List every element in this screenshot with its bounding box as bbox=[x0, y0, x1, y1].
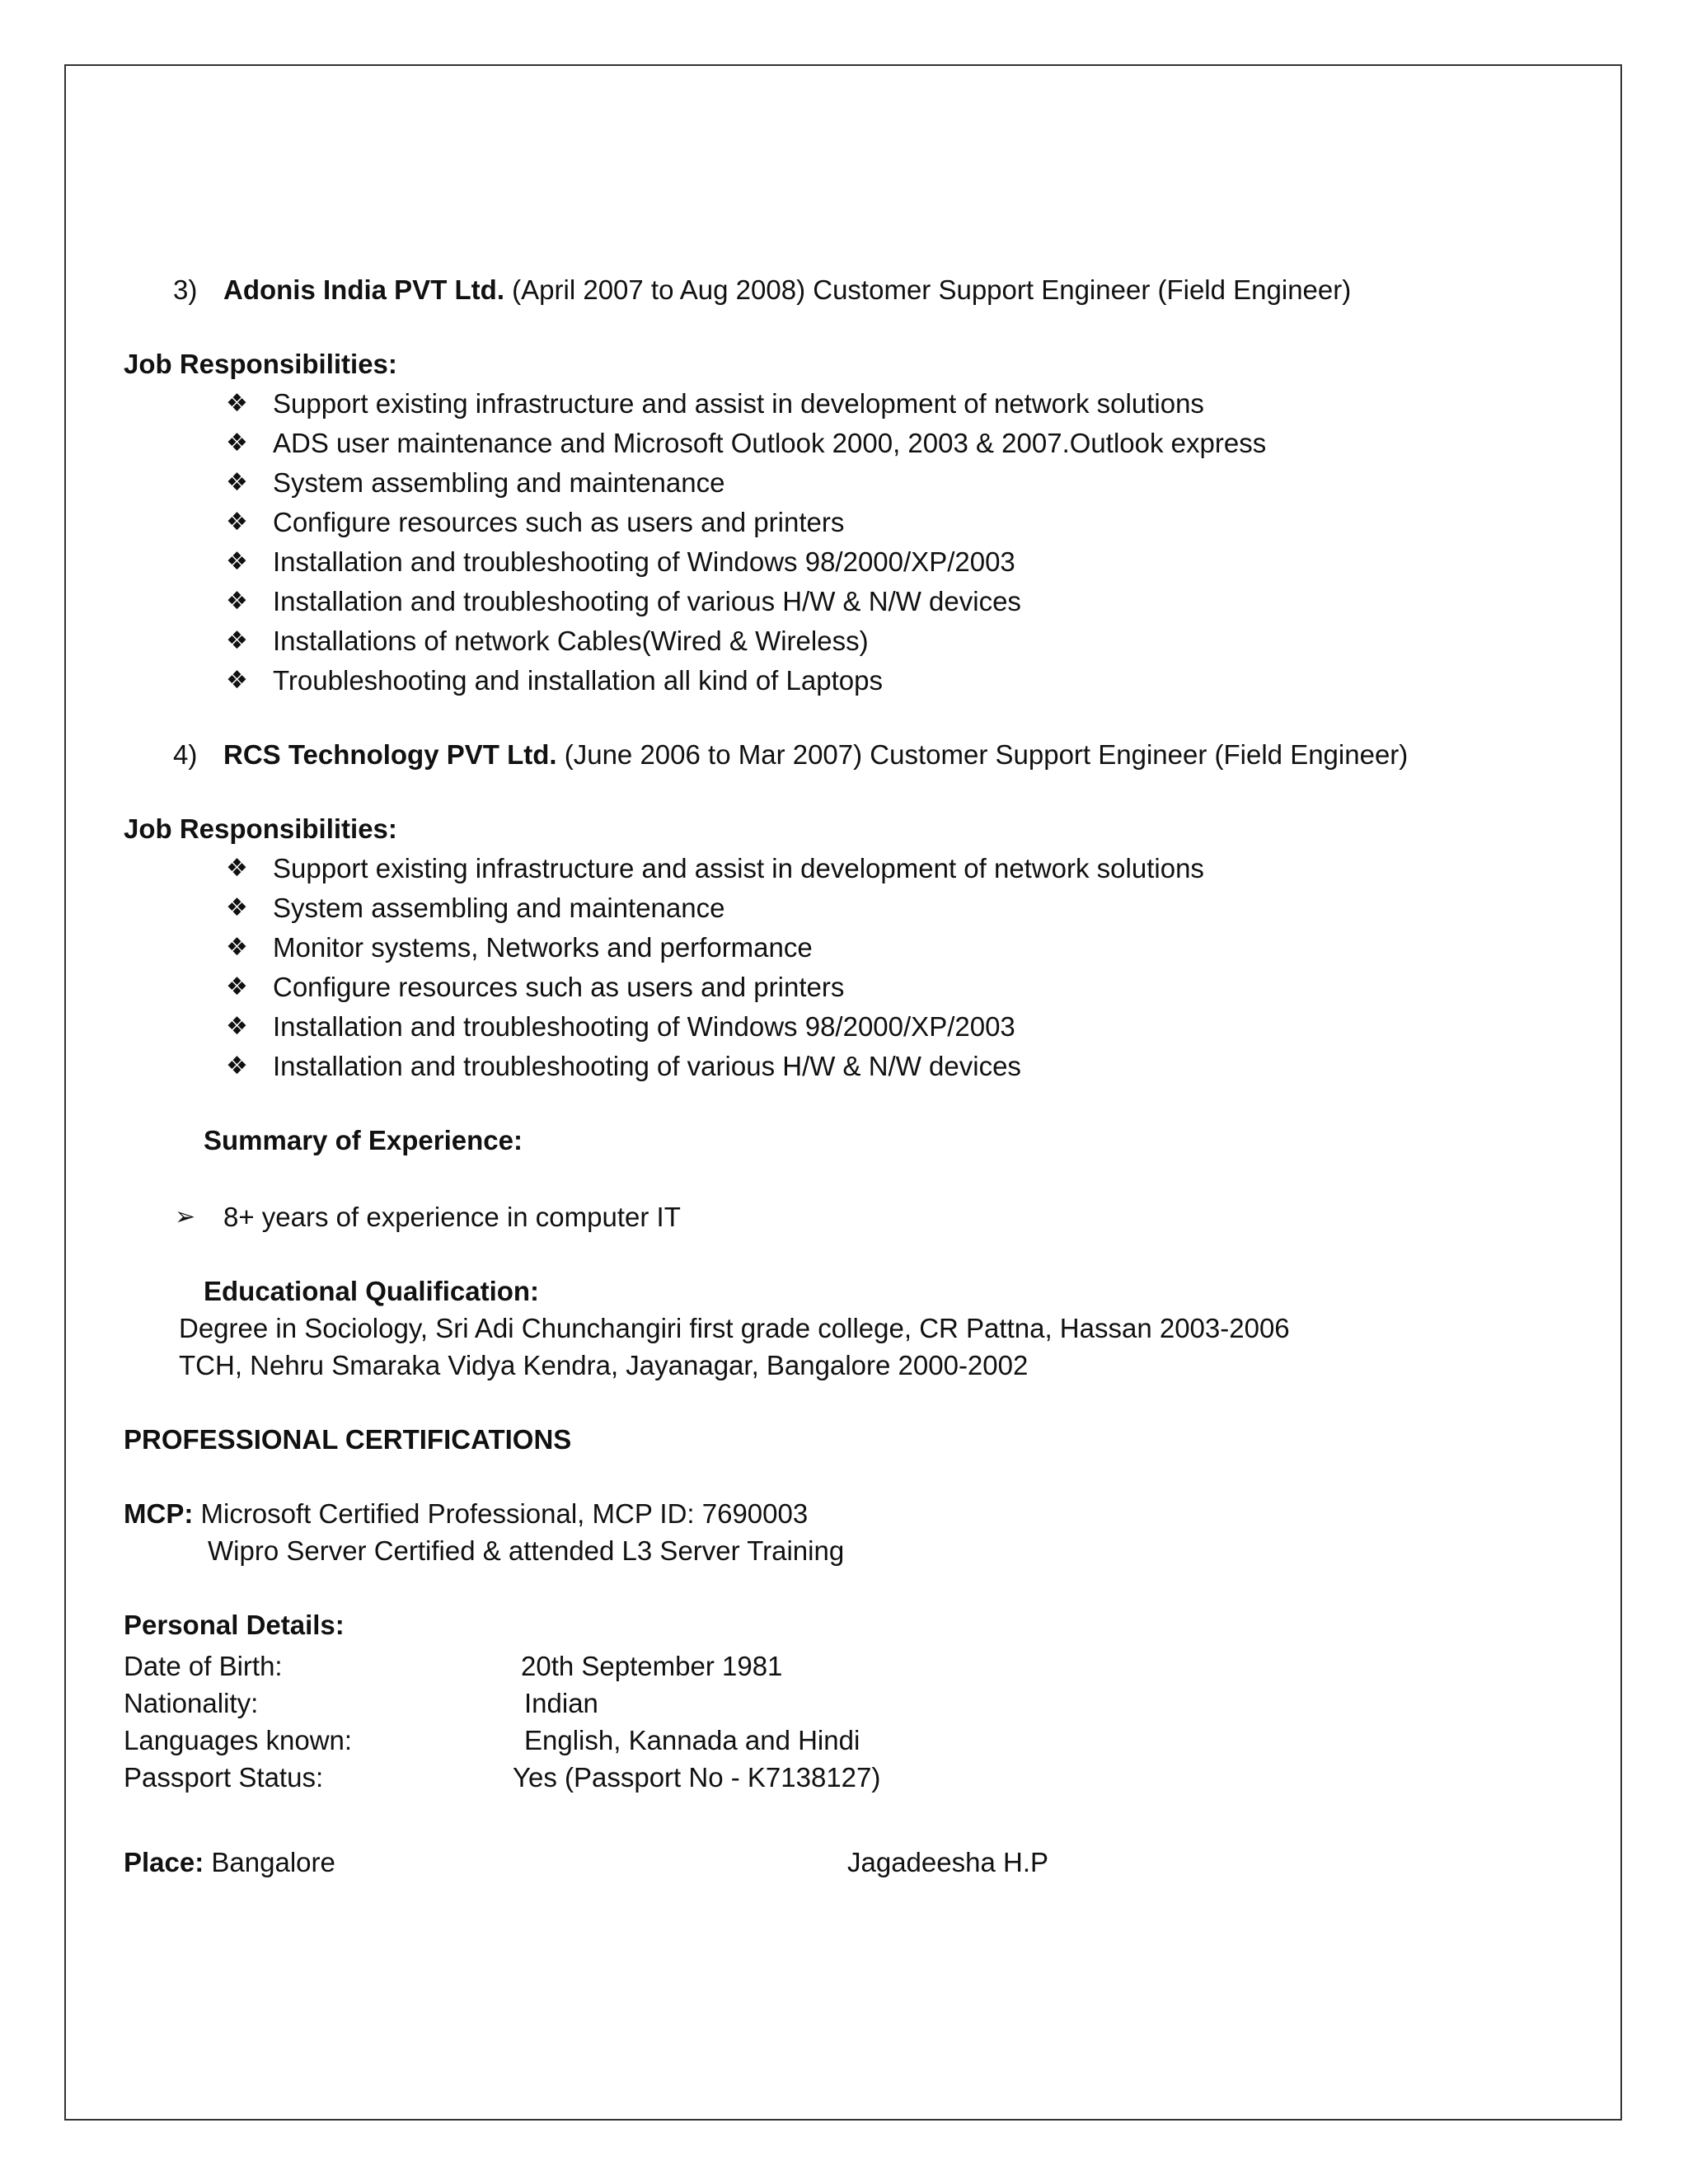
personal-label-nationality: Nationality: bbox=[124, 1688, 259, 1718]
summary-heading: Summary of Experience: bbox=[204, 1125, 523, 1155]
diamond-bullet-icon: ❖ bbox=[226, 854, 248, 883]
diamond-bullet-icon: ❖ bbox=[226, 389, 248, 418]
wipro-certification: Wipro Server Certified & attended L3 Server Training bbox=[208, 1535, 845, 1566]
place-label: Place: bbox=[124, 1847, 204, 1877]
diamond-bullet-icon: ❖ bbox=[226, 1012, 248, 1041]
personal-value-passport: Yes (Passport No - K7138127) bbox=[513, 1762, 881, 1793]
job-4-item: Installation and troubleshooting of various H/W & N/W devices bbox=[273, 1051, 1021, 1081]
diamond-bullet-icon: ❖ bbox=[226, 587, 248, 616]
job-4-item: Support existing infrastructure and assist in development of network solutions bbox=[273, 853, 1204, 883]
job-4-item: Configure resources such as users and printers bbox=[273, 972, 845, 1002]
job-3-item: ADS user maintenance and Microsoft Outlook 2000, 2003 & 2007.Outlook express bbox=[273, 428, 1267, 458]
arrow-bullet-icon: ➢ bbox=[175, 1202, 196, 1231]
mcp-label: MCP: bbox=[124, 1498, 194, 1529]
job-4-responsibilities-heading: Job Responsibilities: bbox=[124, 813, 397, 844]
diamond-bullet-icon: ❖ bbox=[226, 468, 248, 497]
job-3-title-line bbox=[223, 274, 1351, 307]
job-4-item: Installation and troubleshooting of Windows 98/2000/XP/2003 bbox=[273, 1011, 1015, 1042]
mcp-line bbox=[124, 1497, 808, 1530]
personal-value-dob: 20th September 1981 bbox=[521, 1651, 783, 1681]
job-3-item: Installations of network Cables(Wired & Wireless) bbox=[273, 626, 869, 656]
job-3-item: Troubleshooting and installation all kind of Laptops bbox=[273, 665, 883, 696]
signature-name: Jagadeesha H.P bbox=[847, 1847, 1049, 1877]
job-3-item: Installation and troubleshooting of Windows 98/2000/XP/2003 bbox=[273, 546, 1015, 577]
diamond-bullet-icon: ❖ bbox=[226, 547, 248, 576]
education-heading: Educational Qualification: bbox=[204, 1276, 540, 1306]
diamond-bullet-icon: ❖ bbox=[226, 1052, 248, 1080]
education-line: TCH, Nehru Smaraka Vidya Kendra, Jayanagar, Bangalore 2000-2002 bbox=[179, 1350, 1029, 1380]
job-4-item: System assembling and maintenance bbox=[273, 893, 725, 923]
diamond-bullet-icon: ❖ bbox=[226, 893, 248, 922]
diamond-bullet-icon: ❖ bbox=[226, 933, 248, 962]
personal-value-nationality: Indian bbox=[524, 1688, 598, 1718]
job-4-item: Monitor systems, Networks and performance bbox=[273, 932, 813, 963]
job-3-item: Configure resources such as users and printers bbox=[273, 507, 845, 537]
job-4-title-line bbox=[223, 738, 1408, 771]
place-line bbox=[124, 1846, 335, 1879]
diamond-bullet-icon: ❖ bbox=[226, 508, 248, 537]
job-4-company: RCS Technology PVT Ltd. bbox=[223, 739, 557, 770]
personal-label-languages: Languages known: bbox=[124, 1725, 353, 1755]
education-line: Degree in Sociology, Sri Adi Chunchangiri first grade college, CR Pattna, Hassan 2003-2006 bbox=[179, 1313, 1290, 1343]
job-3-responsibilities-heading: Job Responsibilities: bbox=[124, 349, 397, 379]
diamond-bullet-icon: ❖ bbox=[226, 666, 248, 695]
summary-item: 8+ years of experience in computer IT bbox=[223, 1202, 681, 1232]
diamond-bullet-icon: ❖ bbox=[226, 972, 248, 1001]
job-4-number: 4) bbox=[173, 739, 198, 770]
job-4-details: (June 2006 to Mar 2007) Customer Support Engineer (Field Engineer) bbox=[564, 739, 1409, 770]
personal-label-dob: Date of Birth: bbox=[124, 1651, 283, 1681]
certifications-heading: PROFESSIONAL CERTIFICATIONS bbox=[124, 1424, 572, 1455]
job-3-item: System assembling and maintenance bbox=[273, 467, 725, 498]
personal-label-passport: Passport Status: bbox=[124, 1762, 324, 1793]
job-3-details: (April 2007 to Aug 2008) Customer Support Engineer (Field Engineer) bbox=[512, 274, 1352, 305]
job-3-company: Adonis India PVT Ltd. bbox=[223, 274, 504, 305]
personal-value-languages: English, Kannada and Hindi bbox=[524, 1725, 860, 1755]
diamond-bullet-icon: ❖ bbox=[226, 429, 248, 457]
place-value: Bangalore bbox=[211, 1847, 335, 1877]
mcp-text: Microsoft Certified Professional, MCP ID: 7690003 bbox=[200, 1498, 809, 1529]
diamond-bullet-icon: ❖ bbox=[226, 626, 248, 655]
job-3-number: 3) bbox=[173, 274, 198, 305]
personal-details-heading: Personal Details: bbox=[124, 1610, 345, 1640]
job-3-item: Support existing infrastructure and assist in development of network solutions bbox=[273, 388, 1204, 419]
job-3-item: Installation and troubleshooting of various H/W & N/W devices bbox=[273, 586, 1021, 616]
